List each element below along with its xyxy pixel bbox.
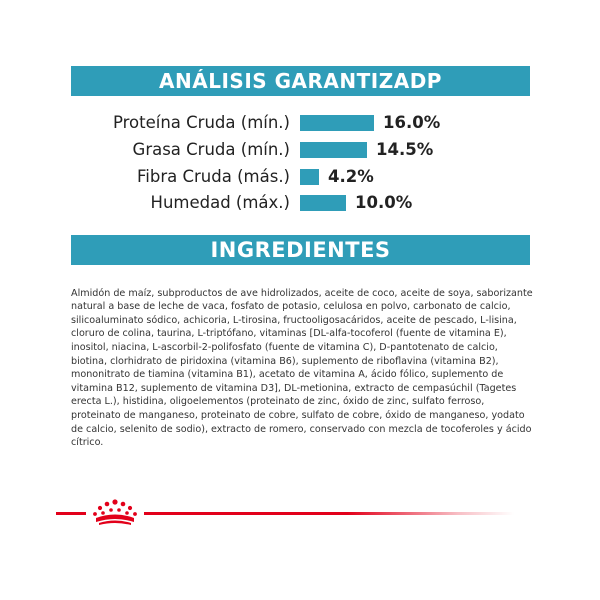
footer-line-left bbox=[56, 512, 86, 515]
analysis-value: 16.0% bbox=[383, 113, 441, 132]
ingredients-banner bbox=[71, 235, 530, 265]
analysis-title: ANÁLISIS GARANTIZADP bbox=[159, 69, 442, 93]
analysis-row bbox=[0, 139, 600, 161]
analysis-value: 10.0% bbox=[355, 193, 413, 212]
analysis-label: Grasa Cruda (mín.) bbox=[132, 140, 290, 159]
analysis-label: Fibra Cruda (más.) bbox=[137, 167, 290, 186]
analysis-value: 4.2% bbox=[328, 167, 374, 186]
footer-line-right bbox=[144, 512, 514, 515]
analysis-bar bbox=[300, 142, 367, 158]
analysis-banner bbox=[71, 66, 530, 96]
analysis-label: Humedad (máx.) bbox=[150, 193, 290, 212]
analysis-bar bbox=[300, 169, 319, 185]
analysis-label: Proteína Cruda (mín.) bbox=[112, 113, 290, 132]
royal-canin-crown-icon bbox=[90, 498, 140, 528]
analysis-bar bbox=[300, 115, 374, 131]
ingredients-title: INGREDIENTES bbox=[210, 238, 391, 262]
analysis-value: 14.5% bbox=[376, 140, 434, 159]
analysis-row bbox=[0, 192, 600, 214]
analysis-bar bbox=[300, 195, 346, 211]
ingredients-text: Almidón de maíz, subproductos de ave hidrolizados, aceite de coco, aceite de soya, saborizante natural a base de leche de vaca, fosfato de potasio, celulosa en polvo, carbonato de calcio, silicoaluminato sódico, achicoria, L-tirosina, fructooligosacáridos, aceite de pescado, L-lisina, cloruro de colina, taurina, L-triptófano, vitaminas [DL-alfa-tocoferol (fuente de vitamina E), inositol, niacina, L-ascorbil-2-polifosfato (fuente de vitamina C), D-pantotenato de calcio, biotina, clorhidrato de piridoxina (vitamina B6), suplemento de riboflavina (vitamina B2), mononitrato de tiamina (vitamina B1), acetato de vitamina A, ácido fólico, suplemento de vitamina B12, suplemento de vitamina D3], DL-metionina, extracto de cempasúchil (Tagetes erecta L.), histidina, oligoelementos (proteinato de zinc, óxido de zinc, sulfato ferroso, proteinato de manganeso, proteinato de cobre, sulfato de cobre, óxido de manganeso, yodato de calcio, selenito de sodio), extracto de romero, conservado con mezcla de tocoferoles y ácido cítrico. bbox=[71, 287, 533, 449]
analysis-row bbox=[0, 166, 600, 188]
analysis-row bbox=[0, 112, 600, 134]
